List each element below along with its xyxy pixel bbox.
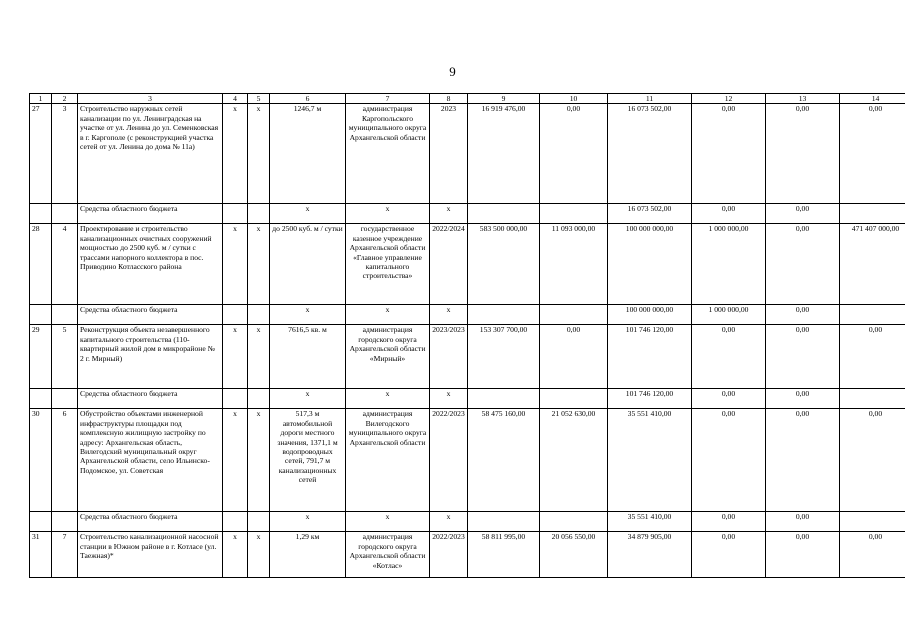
table-cell-col13: 0,00 [766, 389, 840, 409]
table-cell-col8: х [430, 389, 468, 409]
header-cell: 1 [30, 94, 52, 104]
table-cell-col11: 101 746 120,00 [608, 325, 692, 389]
header-cell: 3 [78, 94, 223, 104]
table-cell-col4: х [223, 532, 248, 578]
table-cell-col2: 5 [52, 325, 78, 389]
table-cell-col7: х [346, 389, 430, 409]
table-cell-col12: 1 000 000,00 [692, 224, 766, 305]
table-cell-col13: 0,00 [766, 325, 840, 389]
header-cell: 5 [248, 94, 270, 104]
table-cell-col5: х [248, 104, 270, 204]
header-cell: 7 [346, 94, 430, 104]
table-cell-col6: 1246,7 м [270, 104, 346, 204]
table-cell-col7: государственное казенное учреждение Архангельской области «Главное управление капитального строительства» [346, 224, 430, 305]
table-cell-col11: 16 073 502,00 [608, 104, 692, 204]
table-cell-col5 [248, 305, 270, 325]
table-cell-col8: 2022/2023 [430, 409, 468, 512]
table-cell-col2: 6 [52, 409, 78, 512]
header-cell: 6 [270, 94, 346, 104]
table-cell-col4 [223, 512, 248, 532]
table-cell-col4: х [223, 409, 248, 512]
table-cell-col3: Средства областного бюджета [78, 305, 223, 325]
table-cell-col3: Средства областного бюджета [78, 512, 223, 532]
table-cell-col10 [540, 389, 608, 409]
table-cell-col13: 0,00 [766, 224, 840, 305]
table-cell-col13: 0,00 [766, 104, 840, 204]
table-cell-col2: 4 [52, 224, 78, 305]
table-cell-col9 [468, 305, 540, 325]
table-cell-col10: 0,00 [540, 104, 608, 204]
table-cell-col12: 0,00 [692, 389, 766, 409]
subtotal-row [30, 512, 905, 532]
table-cell-col8: 2023 [430, 104, 468, 204]
table-cell-col13: 0,00 [766, 512, 840, 532]
table-cell-col2 [52, 389, 78, 409]
table-cell-col9: 153 307 700,00 [468, 325, 540, 389]
table-cell-col10: 0,00 [540, 325, 608, 389]
header-cell: 2 [52, 94, 78, 104]
table-cell-col13: 0,00 [766, 305, 840, 325]
table-cell-col5 [248, 512, 270, 532]
table-row [30, 325, 905, 389]
table-cell-col3: Обустройство объектами инженерной инфраструктуры площадки под комплексную жилищную застройку по адресу: Архангельская область, Вилегодский муниципальный округ Архангельской области, село Ильинско-Подомское, ул. Советская [78, 409, 223, 512]
table-cell-col8: х [430, 204, 468, 224]
table-cell-col4 [223, 389, 248, 409]
table-cell-col4: х [223, 104, 248, 204]
table-cell-col6: х [270, 389, 346, 409]
table-cell-col14 [840, 389, 905, 409]
subtotal-row [30, 204, 905, 224]
table-cell-col4 [223, 305, 248, 325]
header-cell: 14 [840, 94, 905, 104]
table-cell-col11: 35 551 410,00 [608, 512, 692, 532]
table-cell-col8: х [430, 512, 468, 532]
table-cell-col3: Средства областного бюджета [78, 204, 223, 224]
table-cell-col13: 0,00 [766, 204, 840, 224]
table-cell-col9: 58 475 160,00 [468, 409, 540, 512]
table-cell-col8: 2022/2023 [430, 532, 468, 578]
table-cell-col7: х [346, 512, 430, 532]
table-row [30, 224, 905, 305]
table-cell-col3: Строительство канализационной насосной станции в Южном районе в г. Котласе (ул. Таежная)* [78, 532, 223, 578]
table-cell-col14 [840, 512, 905, 532]
table-cell-col1 [30, 512, 52, 532]
table-cell-col9: 583 500 000,00 [468, 224, 540, 305]
subtotal-row [30, 389, 905, 409]
page-number: 9 [449, 64, 456, 79]
table-cell-col6: 7616,5 кв. м [270, 325, 346, 389]
table-cell-col9 [468, 204, 540, 224]
table-cell-col11: 35 551 410,00 [608, 409, 692, 512]
table-cell-col3: Проектирование и строительство канализационных очистных сооружений мощностью до 2500 куб. м / сутки с трассами напорного коллектора в пос. Приводино Котласского района [78, 224, 223, 305]
table-cell-col7: х [346, 305, 430, 325]
table-cell-col11: 16 073 502,00 [608, 204, 692, 224]
table-cell-col1: 30 [30, 409, 52, 512]
header-cell: 12 [692, 94, 766, 104]
header-cell: 11 [608, 94, 692, 104]
header-cell: 10 [540, 94, 608, 104]
table-cell-col10 [540, 305, 608, 325]
table-cell-col1 [30, 305, 52, 325]
table-cell-col10: 20 056 550,00 [540, 532, 608, 578]
table-cell-col1: 31 [30, 532, 52, 578]
table-cell-col9 [468, 389, 540, 409]
table-cell-col10: 11 093 000,00 [540, 224, 608, 305]
table-cell-col14: 0,00 [840, 532, 905, 578]
table-cell-col7: х [346, 204, 430, 224]
header-row [30, 94, 905, 104]
table-cell-col10: 21 052 630,00 [540, 409, 608, 512]
table-cell-col9: 16 919 476,00 [468, 104, 540, 204]
table-cell-col10 [540, 204, 608, 224]
header-cell: 9 [468, 94, 540, 104]
header-cell: 8 [430, 94, 468, 104]
table-cell-col5 [248, 204, 270, 224]
table-cell-col2 [52, 512, 78, 532]
table-cell-col5: х [248, 224, 270, 305]
table-cell-col14: 0,00 [840, 409, 905, 512]
table-cell-col12: 0,00 [692, 532, 766, 578]
table-cell-col1: 29 [30, 325, 52, 389]
table-cell-col4: х [223, 325, 248, 389]
table-cell-col7: администрация Каргопольского муниципального округа Архангельской области [346, 104, 430, 204]
table-cell-col6: х [270, 204, 346, 224]
table-cell-col2: 7 [52, 532, 78, 578]
table-cell-col11: 34 879 905,00 [608, 532, 692, 578]
table-cell-col11: 100 000 000,00 [608, 305, 692, 325]
table-cell-col11: 100 000 000,00 [608, 224, 692, 305]
table-cell-col14 [840, 305, 905, 325]
table-cell-col7: администрация Вилегодского муниципального округа Архангельской области [346, 409, 430, 512]
table-cell-col8: 2023/2023 [430, 325, 468, 389]
table-cell-col3: Средства областного бюджета [78, 389, 223, 409]
table-cell-col1: 27 [30, 104, 52, 204]
table-cell-col5: х [248, 325, 270, 389]
table-cell-col12: 0,00 [692, 512, 766, 532]
table-cell-col6: 517,3 м автомобильной дороги местного значения, 1371,1 м водопроводных сетей, 791,7 м канализационных сетей [270, 409, 346, 512]
program-table [29, 93, 905, 578]
subtotal-row [30, 305, 905, 325]
table-cell-col14: 0,00 [840, 104, 905, 204]
table-cell-col7: администрация городского округа Архангельской области «Мирный» [346, 325, 430, 389]
table-cell-col9: 58 811 995,00 [468, 532, 540, 578]
table-cell-col4 [223, 204, 248, 224]
table-cell-col5 [248, 389, 270, 409]
table-cell-col14: 0,00 [840, 325, 905, 389]
table-cell-col6: х [270, 305, 346, 325]
table-cell-col3: Строительство наружных сетей канализации по ул. Ленинградская на участке от ул. Ленина до ул. Семенковская в г. Каргополе (с реконструкцией участка сетей от ул. Ленина до дома № 11а) [78, 104, 223, 204]
table-row [30, 104, 905, 204]
header-cell: 13 [766, 94, 840, 104]
table-cell-col14 [840, 204, 905, 224]
table-cell-col1 [30, 204, 52, 224]
table-cell-col13: 0,00 [766, 409, 840, 512]
table-cell-col6: х [270, 512, 346, 532]
table-cell-col4: х [223, 224, 248, 305]
table-cell-col11: 101 746 120,00 [608, 389, 692, 409]
table-row [30, 409, 905, 512]
table-cell-col2 [52, 204, 78, 224]
table-cell-col2 [52, 305, 78, 325]
table-cell-col3: Реконструкция объекта незавершенного капитального строительства (110-квартирный жилой дом в микрорайоне № 2 г. Мирный) [78, 325, 223, 389]
table-cell-col12: 0,00 [692, 409, 766, 512]
table-cell-col5: х [248, 532, 270, 578]
table-cell-col1: 28 [30, 224, 52, 305]
table-cell-col8: х [430, 305, 468, 325]
table-cell-col12: 1 000 000,00 [692, 305, 766, 325]
table-cell-col12: 0,00 [692, 325, 766, 389]
table-cell-col10 [540, 512, 608, 532]
table-cell-col13: 0,00 [766, 532, 840, 578]
table-cell-col6: 1,29 км [270, 532, 346, 578]
table-cell-col6: до 2500 куб. м / сутки [270, 224, 346, 305]
table-cell-col9 [468, 512, 540, 532]
header-cell: 4 [223, 94, 248, 104]
table-row [30, 532, 905, 578]
table-cell-col7: администрация городского округа Архангельской области «Котлас» [346, 532, 430, 578]
table-cell-col12: 0,00 [692, 204, 766, 224]
table-cell-col8: 2022/2024 [430, 224, 468, 305]
table-cell-col5: х [248, 409, 270, 512]
table-cell-col14: 471 407 000,00 [840, 224, 905, 305]
table-cell-col12: 0,00 [692, 104, 766, 204]
table-cell-col2: 3 [52, 104, 78, 204]
table-cell-col1 [30, 389, 52, 409]
